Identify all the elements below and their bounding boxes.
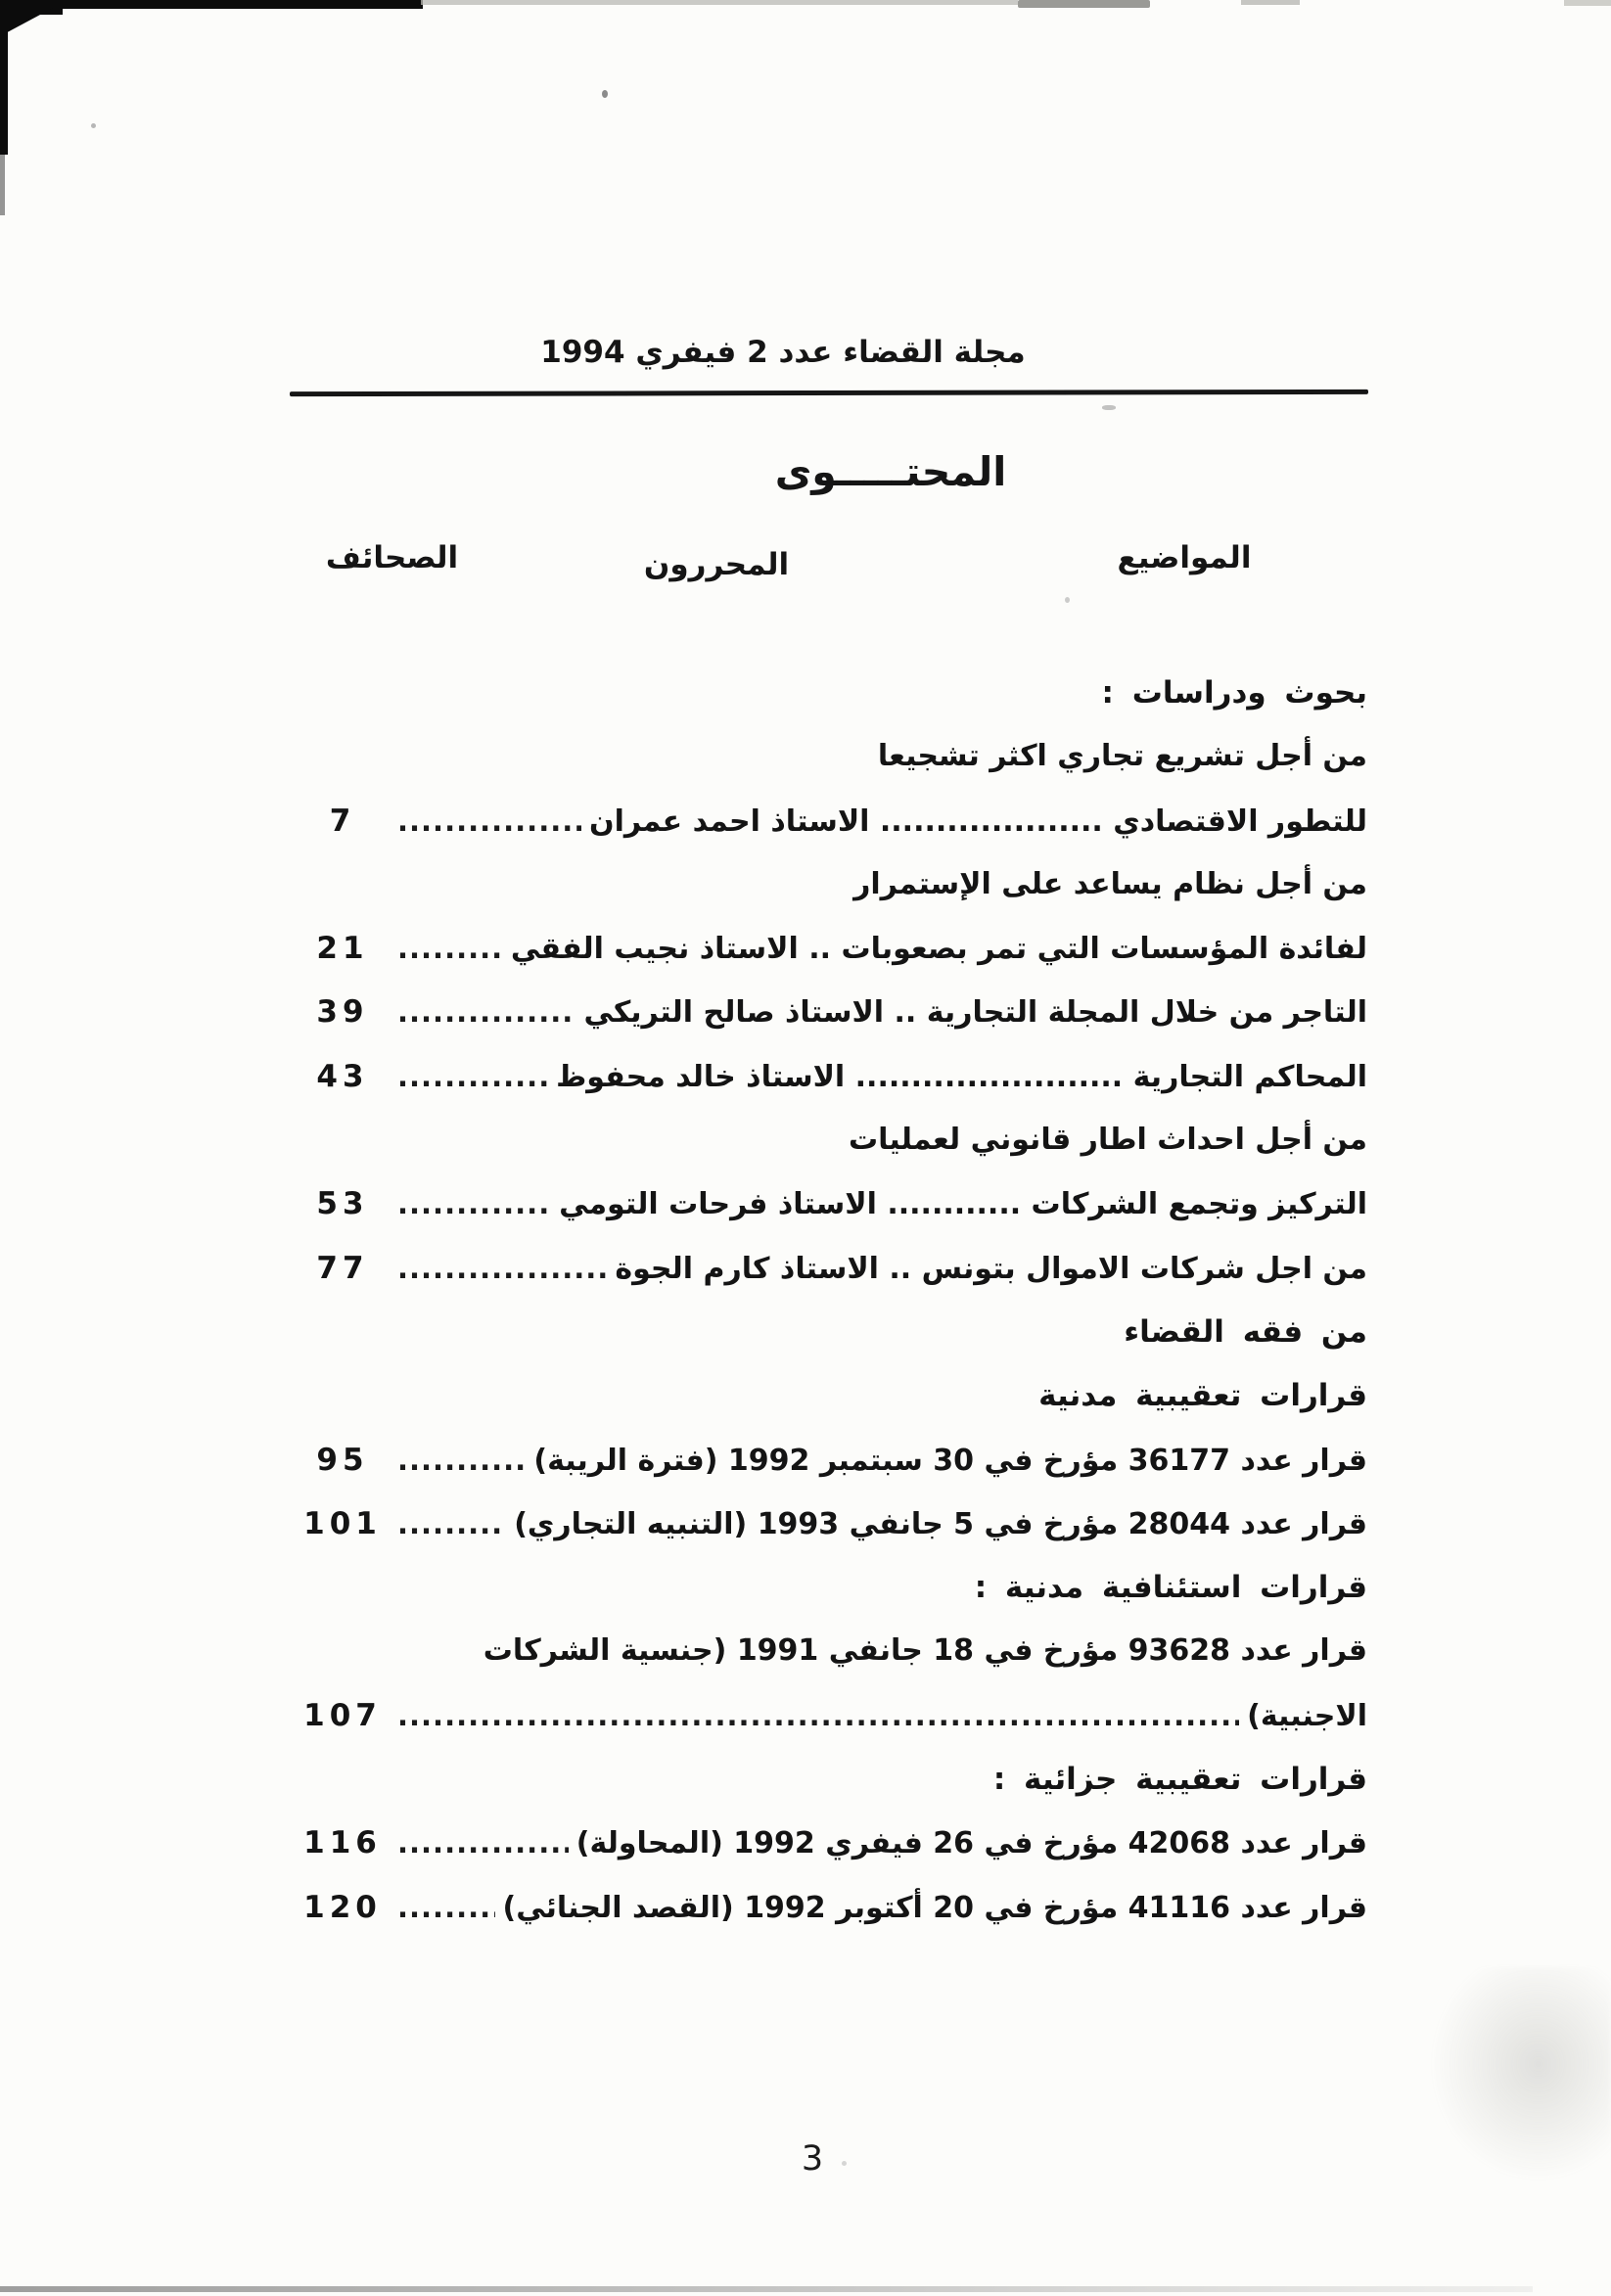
toc-entry-text: التاجر من خلال المجلة التجارية .. الاستاذ صالح التريكي (583, 995, 1367, 1031)
scan-speckle (602, 90, 608, 98)
scan-speckle (91, 123, 96, 128)
dot-leader (397, 1507, 506, 1540)
toc-page-number: 95 (316, 1442, 369, 1478)
dot-leader (397, 1826, 569, 1860)
toc-section-heading (296, 1314, 1367, 1378)
scan-speckle (1065, 597, 1070, 603)
scan-artifact-top-band (1564, 0, 1611, 6)
toc-page-number: 116 (303, 1825, 382, 1861)
toc-page-number: 120 (303, 1889, 382, 1925)
scan-artifact-top-band (1241, 0, 1300, 5)
scan-artifact-top-band (0, 0, 63, 15)
toc-text: من أجل نظام يساعد على الإستمرار (853, 866, 1367, 901)
toc-text: بحوث ودراسات : (1101, 675, 1367, 711)
scan-speckle (1102, 405, 1116, 410)
toc-line (296, 1123, 1367, 1186)
toc-line (296, 1633, 1367, 1697)
scan-artifact-left-strip (0, 155, 5, 215)
scan-artifact-top-band (421, 0, 1018, 5)
folio-page-number: 3 (801, 2139, 824, 2179)
dot-leader (397, 1444, 526, 1477)
toc-entry (296, 1251, 1367, 1314)
column-header-editors: المحررون (643, 547, 790, 582)
toc-list (296, 675, 1367, 1953)
toc-entry-text: قرار عدد 41116 مؤرخ في 20 أكتوبر 1992 (القصد الجنائي) (502, 1890, 1367, 1925)
toc-entry (296, 1506, 1367, 1570)
toc-entry-text: من اجل شركات الاموال بتونس .. الاستاذ كارم الجوة (615, 1251, 1367, 1286)
page-title: المحتـــــوى (774, 448, 1007, 495)
toc-line (296, 739, 1367, 803)
toc-text: قرار عدد 93628 مؤرخ في 18 جانفي 1991 (جنسية الشركات (483, 1633, 1367, 1669)
journal-header: مجلة القضاء عدد 2 فيفري 1994 (540, 335, 1026, 370)
toc-entry-text: للتطور الاقتصادي .................... الاستاذ احمد عمران (589, 804, 1367, 839)
toc-section-heading (296, 1570, 1367, 1633)
dot-leader (397, 1060, 548, 1093)
toc-text: من فقه القضاء (1124, 1313, 1367, 1350)
toc-page-number: 21 (316, 931, 369, 967)
toc-entry (296, 994, 1367, 1058)
column-header-topics: المواضيع (1117, 540, 1252, 575)
toc-page-number: 53 (316, 1186, 369, 1222)
toc-entry (296, 1825, 1367, 1889)
toc-page-number: 101 (303, 1505, 382, 1541)
toc-section-heading (296, 675, 1367, 739)
toc-page-number: 77 (316, 1250, 369, 1286)
toc-entry (296, 1186, 1367, 1250)
toc-entry (296, 931, 1367, 994)
scan-artifact-top-band (0, 0, 423, 9)
toc-entry-text: التركيز وتجمع الشركات ............ الاستاذ فرحات التومي (559, 1187, 1367, 1222)
toc-page-number: 107 (303, 1697, 382, 1733)
toc-section-heading (296, 1378, 1367, 1442)
dot-leader (397, 1891, 495, 1924)
dot-leader (397, 804, 581, 838)
toc-text: من أجل تشريع تجاري اكثر تشجيعا (877, 739, 1367, 774)
toc-entry-text: قرار عدد 42068 مؤرخ في 26 فيفري 1992 (المحاولة) (575, 1826, 1367, 1861)
column-header-pages: الصحائف (325, 540, 459, 575)
dot-leader (397, 1252, 607, 1285)
dot-leader (397, 932, 503, 965)
toc-entry-text: لفائدة المؤسسات التي تمر بصعوبات .. الاستاذ نجيب الفقي (510, 932, 1367, 967)
toc-text: قرارات تعقيبية مدنية (1038, 1378, 1367, 1414)
toc-entry (296, 1890, 1367, 1953)
toc-entry (296, 804, 1367, 867)
scan-artifact-bottom-edge (0, 2286, 1533, 2292)
toc-entry (296, 1698, 1367, 1762)
dot-leader (397, 1187, 551, 1220)
scan-smudge (1429, 1967, 1611, 2182)
toc-entry-text: قرار عدد 28044 مؤرخ في 5 جانفي 1993 (التنبيه التجاري) (514, 1506, 1367, 1541)
toc-line (296, 867, 1367, 931)
toc-entry-text: الاجنبية) (1247, 1698, 1367, 1733)
toc-page-number: 39 (316, 994, 369, 1031)
toc-entry (296, 1059, 1367, 1123)
toc-entry-text: قرار عدد 36177 مؤرخ في 30 سبتمبر 1992 (فترة الريبة) (533, 1443, 1367, 1478)
header-rule (290, 390, 1368, 396)
toc-page-number: 43 (316, 1058, 369, 1094)
dot-leader (397, 995, 575, 1029)
toc-text: قرارات استئنافية مدنية : (974, 1570, 1367, 1606)
toc-text: من أجل احداث اطار قانوني لعمليات (848, 1123, 1367, 1158)
dot-leader (397, 1699, 1239, 1732)
toc-page-number: 7 (329, 803, 356, 839)
scan-artifact-corner (0, 7, 55, 36)
toc-section-heading (296, 1762, 1367, 1825)
toc-entry (296, 1443, 1367, 1506)
toc-text: قرارات تعقيبية جزائية : (992, 1762, 1367, 1798)
scan-artifact-top-band (1018, 0, 1150, 8)
scan-artifact-left-strip (0, 0, 8, 155)
toc-entry-text: المحاكم التجارية ........................ الاستاذ خالد محفوظ (556, 1059, 1367, 1094)
